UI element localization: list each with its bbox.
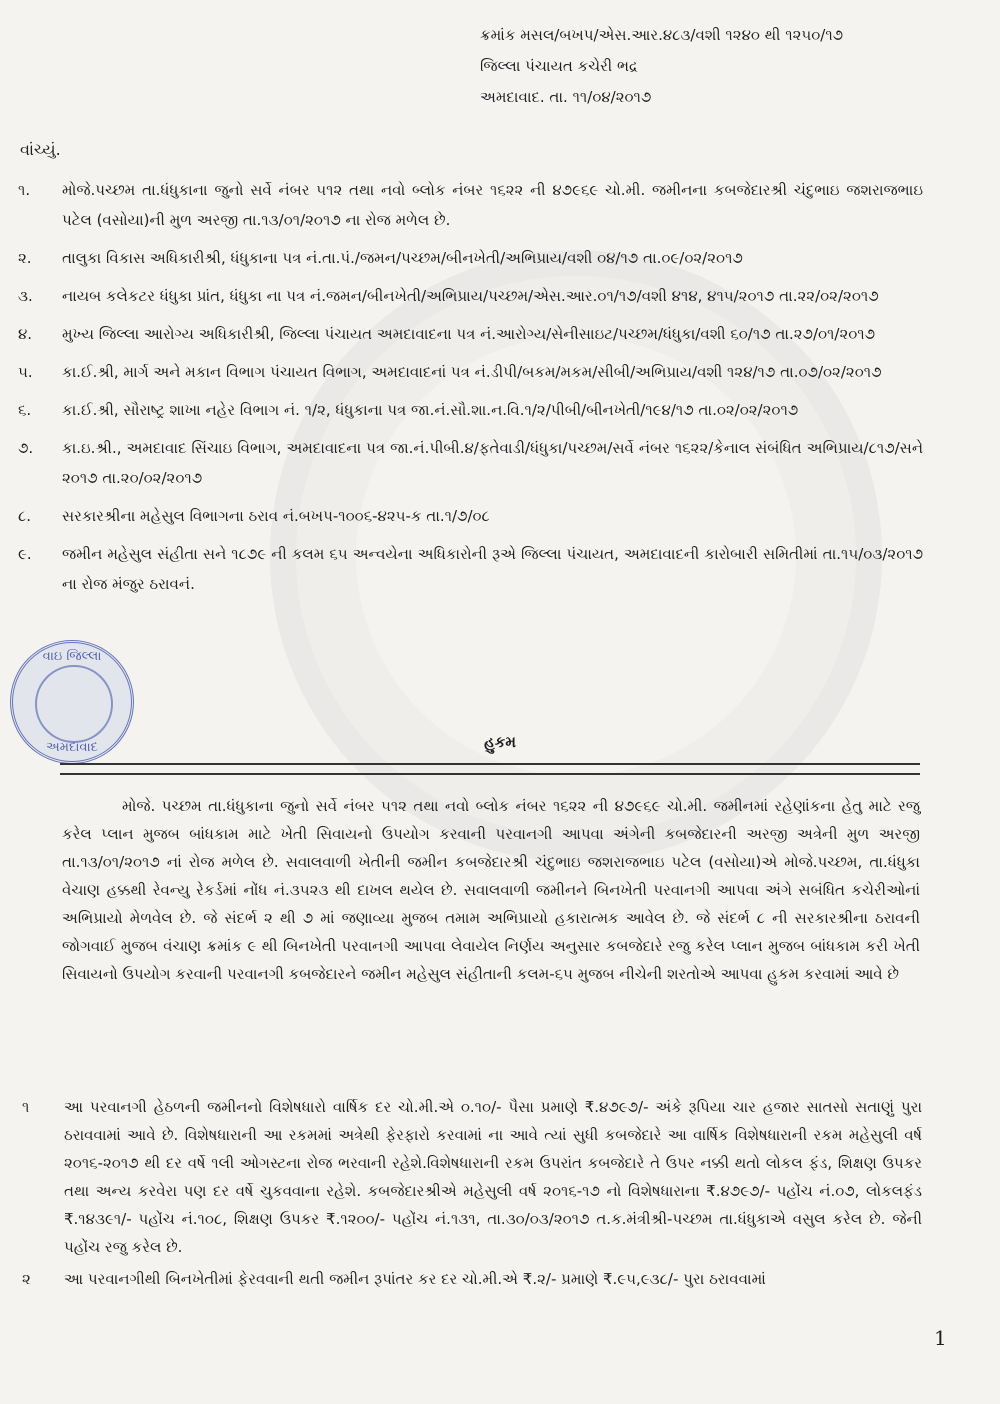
- reference-text: સરકારશ્રીના મહેસુલ વિભાગના ઠરાવ નં.બખપ-૧૦૦૬-૪૨૫-ક તા.૧/૭/૦૮: [62, 507, 490, 525]
- reference-number-label: ૮.: [18, 507, 32, 525]
- reference-item: [18, 243, 923, 273]
- seal-top-text: વાઇ જિલ્લા: [42, 649, 102, 664]
- double-rule-divider: [60, 763, 920, 775]
- reference-number: ક્રમાંક મસલ/બખપ/એસ.આર.૪૮૩/વશી ૧૨૪૦ થી ૧૨૫૦/૧૭: [480, 26, 844, 44]
- letter-header: [480, 20, 843, 113]
- reference-item: [18, 357, 923, 387]
- reference-list: [18, 175, 923, 607]
- reference-number-label: ૩.: [18, 287, 33, 305]
- reference-number-label: ૭.: [18, 439, 34, 457]
- reference-number-label: ૬.: [18, 401, 32, 419]
- reference-item: [18, 539, 923, 599]
- seal-bottom-text: અમદાવાદ: [46, 740, 98, 755]
- reference-item: [18, 433, 923, 493]
- reference-text: મોજે.પચ્છમ તા.ધંધુકાના જુનો સર્વે નંબર ૫૧૨ તથા નવો બ્લોક નંબર ૧૬૨૨ ની ૪૭૯૬૯ ચો.મી. જમીનના કબજેદારશ્રી ચંદુભાઇ જશરાજભાઇ પટેલ (વસોયા)ની મુળ અરજી તા.૧૩/૦૧/૨૦૧૭ ના રોજ મળેલ છે.: [62, 181, 923, 229]
- reference-number-label: ૫.: [18, 363, 33, 381]
- page-number: 1: [934, 1326, 947, 1350]
- condition-number: ૧: [22, 1098, 30, 1116]
- reference-number-label: ૯.: [18, 545, 32, 563]
- reference-number-label: ૧.: [18, 181, 31, 199]
- reference-text: કા.ઈ.શ્રી, માર્ગ અને મકાન વિભાગ પંચાયત વિભાગ, અમદાવાદનાં પત્ર નં.ડીપી/બકમ/મકમ/સીબી/અભિપ્રાય/વશી ૧૨૪/૧૭ તા.૦૭/૦૨/૨૦૧૭: [62, 363, 882, 381]
- reference-text: તાલુકા વિકાસ અધિકારીશ્રી, ધંધુકાના પત્ર નં.તા.પં./જમન/પચ્છમ/બીનખેતી/અભિપ્રાય/વશી ૦૪/૧૭ તા.૦૯/૦૨/૨૦૧૭: [62, 249, 743, 267]
- reference-item: [18, 319, 923, 349]
- reference-text: જમીન મહેસુલ સંહીતા સને ૧૮૭૯ ની કલમ ૬૫ અન્વયેના અધિકારોની રૂએ જિલ્લા પંચાયત, અમદાવાદની કારોબારી સમિતીમાં તા.૧૫/૦૩/૨૦૧૭ ના રોજ મંજુર ઠરાવનં.: [62, 545, 923, 593]
- condition-item: [22, 1265, 922, 1293]
- reference-number-label: ૪.: [18, 325, 33, 343]
- reference-item: [18, 501, 923, 531]
- reference-item: [18, 175, 923, 235]
- reference-item: [18, 281, 923, 311]
- conditions-list: [22, 1093, 922, 1297]
- condition-item: [22, 1093, 922, 1261]
- order-heading: હુકમ: [484, 733, 516, 751]
- reference-text: નાયબ કલેકટર ધંધુકા પ્રાંત, ધંધુકા ના પત્ર નં.જમન/બીનખેતી/અભિપ્રાય/પચ્છમ/એસ.આર.૦૧/૧૭/વશી ૪૧૪, ૪૧૫/૨૦૧૭ તા.૨૨/૦૨/૨૦૧૭: [62, 287, 879, 305]
- seal-emblem-icon: [35, 665, 113, 743]
- condition-text: આ પરવાનગી હેઠળની જમીનનો વિશેષધારો વાર્ષિક દર ચો.મી.એ ૦.૧૦/- પૈસા પ્રમાણે ₹.૪૭૯૭/- અંકે રૂપિયા ચાર હજાર સાતસો સતાણું પુરા ઠરાવવામાં આવે છે. વિશેષધારાની આ રકમમાં અત્રેથી ફેરફારો કરવામાં ના આવે ત્યાં સુધી કબજેદારે આ વાર્ષિક વિશેષધારાની રકમ મહેસુલી વર્ષ ૨૦૧૬-૨૦૧૭ થી દર વર્ષે ૧લી ઓગસ્ટના રોજ ભરવાની રહેશે.વિશેષધારાની રકમ ઉપરાંત કબજેદારે તે ઉપર નક્કી થતો લોકલ ફંડ, શિક્ષણ ઉપકર તથા અન્ય કરવેરા પણ દર વર્ષે ચુકવવાના રહેશે. કબજેદારશ્રીએ મહેસુલી વર્ષ ૨૦૧૬-૧૭ નો વિશેષધારાના ₹.૪૭૯૭/- પહોંચ નં.૦૭, લોકલફંડ ₹.૧૪૩૯૧/- પહોંચ નં.૧૦૮, શિક્ષણ ઉપકર ₹.૧૨૦૦/- પહોંચ નં.૧૩૧, તા.૩૦/૦૩/૨૦૧૭ ત.ક.મંત્રીશ્રી-પચ્છમ તા.ધંધુકાએ વસુલ કરેલ છે. જેની પહોંચ રજુ કરેલ છે.: [64, 1098, 922, 1256]
- reference-text: કા.ઈ.શ્રી, સૌરાષ્ટ્ર શાખા નહેર વિભાગ નં. ૧/૨, ધંધુકાના પત્ર જા.નં.સૌ.શા.ન.વિ.૧/૨/પીબી/બીનખેતી/૧૯૪/૧૭ તા.૦૨/૦૨/૨૦૧૭: [62, 401, 799, 419]
- order-paragraph: મોજે. પચ્છમ તા.ધંધુકાના જુનો સર્વે નંબર ૫૧૨ તથા નવો બ્લોક નંબર ૧૬૨૨ ની ૪૭૯૬૯ ચો.મી. જમીનમાં રહેણાંકના હેતુ માટે રજુ કરેલ પ્લાન મુજબ બાંધકામ માટે ખેતી સિવાયનો ઉપયોગ કરવાની પરવાનગી આપવા અંગેની કબજેદારની અરજી અત્રેની મુળ અરજી તા.૧૩/૦૧/૨૦૧૭ નાં રોજ મળેલ છે. સવાલવાળી ખેતીની જમીન કબજેદારશ્રી ચંદુભાઇ જશરાજભાઇ પટેલ (વસોયા)એ મોજે.પચ્છમ, તા.ધંધુકા વેચાણ હક્કથી રેવન્યુ રેકર્ડમાં નોંધ નં.૩૫૨૩ થી દાખલ થયેલ છે. સવાલવાળી જમીનને બિનખેતી પરવાનગી આપવા અંગે સબંધિત કચેરીઓનાં અભિપ્રાયો મેળવેલ છે. જે સંદર્ભ ૨ થી ૭ માં જણાવ્યા મુજબ તમામ અભિપ્રાયો હકારાત્મક આવેલ છે. જે સંદર્ભ ૮ ની સરકારશ્રીના ઠરાવની જોગવાઈ મુજબ વંચાણ ક્રમાંક ૯ થી બિનખેતી પરવાનગી આપવા લેવાયેલ નિર્ણય અનુસાર કબજેદારે રજુ કરેલ પ્લાન મુજબ બાંધકામ કરી ખેતી સિવાયનો ઉપયોગ કરવાની પરવાનગી કબજેદારને જમીન મહેસુલ સંહીતાની કલમ-૬૫ મુજબ નીચેની શરતોએ આપવા હુકમ કરવામાં આવે છે: [62, 797, 920, 983]
- condition-number: ૨: [22, 1270, 31, 1288]
- condition-text: આ પરવાનગીથી બિનખેતીમાં ફેરવવાની થતી જમીન રૂપાંતર કર દર ચો.મી.એ ₹.૨/- પ્રમાણે ₹.૯૫,૯૩૮/- પુરા ઠરાવવામાં: [64, 1270, 766, 1288]
- reference-number-label: ૨.: [18, 249, 32, 267]
- office-name: જિલ્લા પંચાયત કચેરી ભદ્ર: [480, 57, 638, 75]
- read-heading: વાંચ્યું.: [20, 140, 61, 159]
- reference-text: મુખ્ય જિલ્લા આરોગ્ય અધિકારીશ્રી, જિલ્લા પંચાયત અમદાવાદના પત્ર નં.આરોગ્ય/સેનીસાઇટ/પચ્છમ/ધંધુકા/વશી ૬૦/૧૭ તા.૨૭/૦૧/૨૦૧૭: [62, 325, 876, 343]
- reference-item: [18, 395, 923, 425]
- reference-text: કા.ઇ.શ્રી., અમદાવાદ સિંચાઇ વિભાગ, અમદાવાદના પત્ર જા.નં.પીબી.૪/ફતેવાડી/ધંધુકા/પચ્છમ/સર્વે નંબર ૧૬૨૨/કેનાલ સંબંધિત અભિપ્રાય/૮૧૭/સને ૨૦૧૭ તા.૨૦/૦૨/૨૦૧૭: [62, 439, 923, 487]
- place-date: અમદાવાદ. તા. ૧૧/૦૪/૨૦૧૭: [480, 88, 652, 106]
